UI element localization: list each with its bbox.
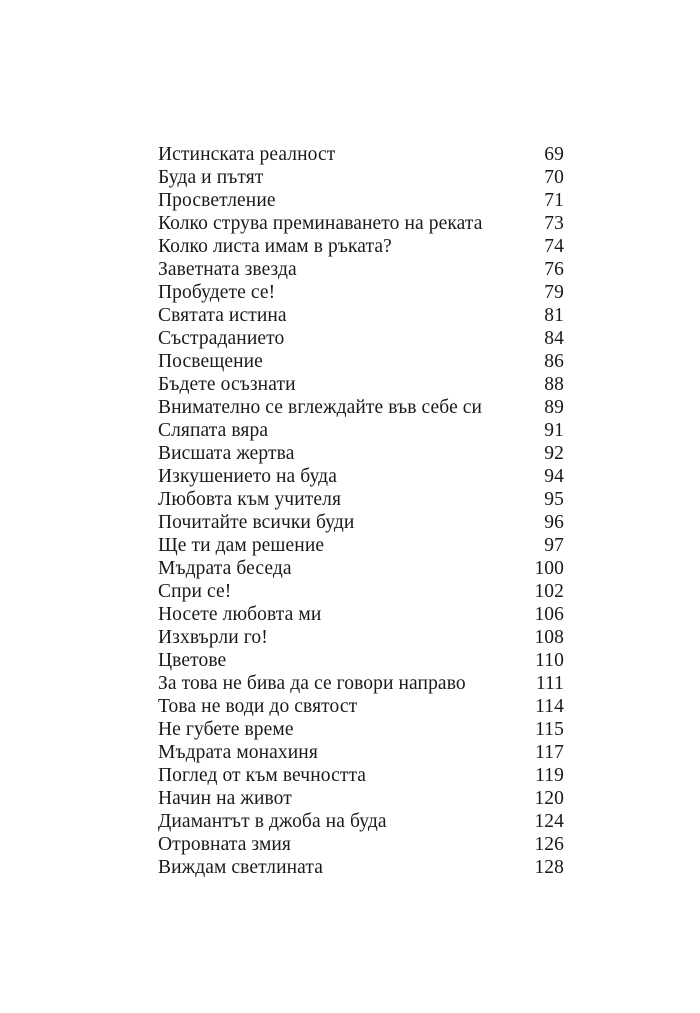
toc-entry-title: Цветове bbox=[158, 650, 227, 671]
toc-entry bbox=[158, 419, 564, 442]
toc-entry-title: Носете любовта ми bbox=[158, 604, 322, 625]
toc-entry bbox=[158, 396, 564, 419]
toc-entry-title: Святата истина bbox=[158, 305, 287, 326]
toc-entry-page: 115 bbox=[535, 719, 564, 740]
toc-entry bbox=[158, 488, 564, 511]
toc-entry bbox=[158, 373, 564, 396]
toc-entry-title: Буда и пътят bbox=[158, 167, 264, 188]
toc-entry-page: 71 bbox=[544, 190, 564, 211]
toc-entry-title: Висшата жертва bbox=[158, 443, 295, 464]
toc-entry-title: Поглед от към вечността bbox=[158, 765, 367, 786]
toc-entry bbox=[158, 649, 564, 672]
toc-entry bbox=[158, 626, 564, 649]
toc-entry bbox=[158, 810, 564, 833]
toc-entry-title: Колко струва преминаването на реката bbox=[158, 213, 483, 234]
toc-entry bbox=[158, 741, 564, 764]
toc-entry bbox=[158, 672, 564, 695]
toc-entry-page: 124 bbox=[534, 811, 564, 832]
toc-entry-title: Колко листа имам в ръката? bbox=[158, 236, 392, 257]
toc-entry bbox=[158, 764, 564, 787]
toc-entry-page: 76 bbox=[544, 259, 564, 280]
toc-entry-title: Ще ти дам решение bbox=[158, 535, 325, 556]
toc-entry-page: 69 bbox=[544, 144, 564, 165]
toc-entry-title: Бъдете осъзнати bbox=[158, 374, 296, 395]
toc-entry-title: Истинската реалност bbox=[158, 144, 336, 165]
toc-entry-page: 81 bbox=[544, 305, 564, 326]
toc-entry bbox=[158, 327, 564, 350]
toc-entry bbox=[158, 557, 564, 580]
toc-entry-title: Изкушението на буда bbox=[158, 466, 337, 487]
toc-entry-page: 128 bbox=[534, 857, 564, 878]
toc-entry bbox=[158, 833, 564, 856]
toc-entry bbox=[158, 281, 564, 304]
toc-entry-page: 89 bbox=[544, 397, 564, 418]
toc-entry bbox=[158, 143, 564, 166]
toc-entry-page: 73 bbox=[544, 213, 564, 234]
toc-entry-page: 126 bbox=[534, 834, 564, 855]
toc-entry-page: 92 bbox=[544, 443, 564, 464]
toc-entry bbox=[158, 856, 564, 879]
toc-entry bbox=[158, 603, 564, 626]
toc-entry-title: Просветление bbox=[158, 190, 276, 211]
toc-entry-page: 120 bbox=[534, 788, 564, 809]
toc-entry-title: Заветната звезда bbox=[158, 259, 297, 280]
toc-entry-page: 100 bbox=[534, 558, 564, 579]
toc-entry-page: 97 bbox=[544, 535, 564, 556]
toc-entry-title: Пробудете се! bbox=[158, 282, 276, 303]
toc-entry-page: 70 bbox=[544, 167, 564, 188]
toc-entry-page: 84 bbox=[544, 328, 564, 349]
toc-entry-page: 110 bbox=[535, 650, 564, 671]
table-of-contents bbox=[158, 143, 564, 879]
toc-entry-page: 114 bbox=[535, 696, 564, 717]
toc-entry-page: 117 bbox=[535, 742, 564, 763]
toc-entry bbox=[158, 718, 564, 741]
toc-entry bbox=[158, 304, 564, 327]
toc-entry bbox=[158, 465, 564, 488]
toc-entry-title: Състраданието bbox=[158, 328, 285, 349]
toc-entry bbox=[158, 534, 564, 557]
toc-entry-title: Сляпата вяра bbox=[158, 420, 269, 441]
toc-entry-page: 106 bbox=[534, 604, 564, 625]
toc-entry-title: Любовта към учителя bbox=[158, 489, 342, 510]
toc-entry-page: 108 bbox=[534, 627, 564, 648]
toc-entry-title: Виждам светлината bbox=[158, 857, 324, 878]
toc-entry-title: За това не бива да се говори направо bbox=[158, 673, 466, 694]
toc-entry-page: 86 bbox=[544, 351, 564, 372]
toc-entry-page: 91 bbox=[544, 420, 564, 441]
toc-entry-title: Не губете време bbox=[158, 719, 294, 740]
toc-entry-title: Това не води до святост bbox=[158, 696, 358, 717]
toc-entry-title: Изхвърли го! bbox=[158, 627, 268, 648]
toc-entry-title: Внимателно се вглеждайте във себе си bbox=[158, 397, 483, 418]
toc-entry bbox=[158, 258, 564, 281]
toc-entry bbox=[158, 235, 564, 258]
toc-entry-title: Мъдрата монахиня bbox=[158, 742, 318, 763]
toc-entry-page: 95 bbox=[544, 489, 564, 510]
toc-entry bbox=[158, 442, 564, 465]
toc-entry-title: Диамантът в джоба на буда bbox=[158, 811, 387, 832]
toc-entry bbox=[158, 695, 564, 718]
toc-entry-page: 79 bbox=[544, 282, 564, 303]
toc-entry bbox=[158, 212, 564, 235]
toc-entry-title: Мъдрата беседа bbox=[158, 558, 292, 579]
toc-entry-title: Начин на живот bbox=[158, 788, 292, 809]
toc-entry-page: 96 bbox=[544, 512, 564, 533]
toc-entry bbox=[158, 580, 564, 603]
toc-entry-page: 88 bbox=[544, 374, 564, 395]
toc-entry bbox=[158, 166, 564, 189]
toc-entry-title: Спри се! bbox=[158, 581, 232, 602]
toc-entry-page: 102 bbox=[534, 581, 564, 602]
toc-entry-page: 119 bbox=[535, 765, 564, 786]
toc-entry bbox=[158, 350, 564, 373]
toc-entry bbox=[158, 787, 564, 810]
toc-entry-page: 111 bbox=[535, 673, 564, 694]
toc-entry-page: 74 bbox=[544, 236, 564, 257]
toc-entry-title: Почитайте всички буди bbox=[158, 512, 355, 533]
toc-entry-page: 94 bbox=[544, 466, 564, 487]
toc-entry-title: Отровната змия bbox=[158, 834, 291, 855]
toc-entry bbox=[158, 511, 564, 534]
toc-entry bbox=[158, 189, 564, 212]
toc-entry-title: Посвещение bbox=[158, 351, 263, 372]
